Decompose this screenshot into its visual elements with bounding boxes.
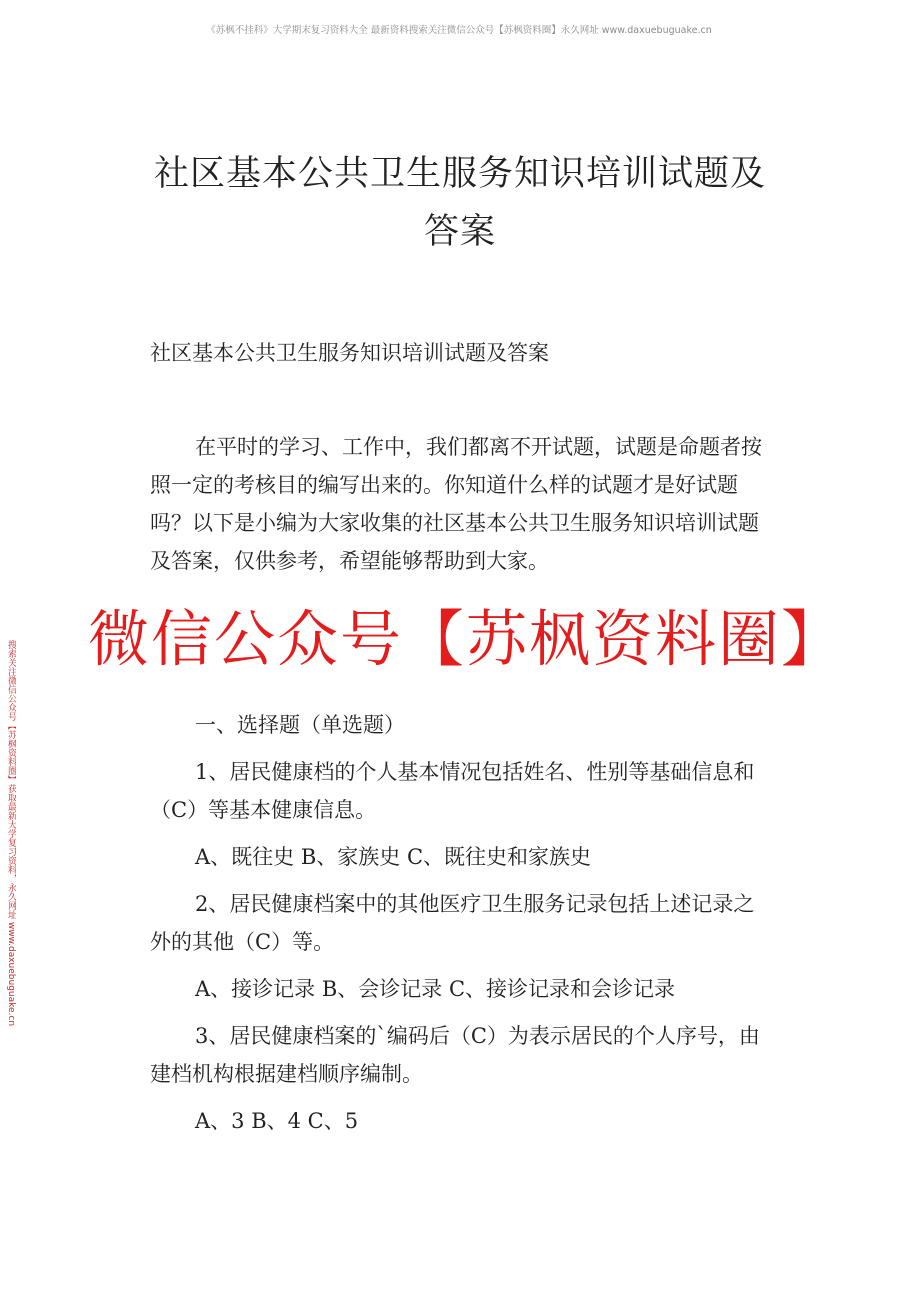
question-stem: 2、居民健康档案中的其他医疗卫生服务记录包括上述记录之外的其他（C）等。 (150, 892, 755, 954)
section-heading: 一、选择题（单选题） (195, 713, 405, 737)
question-options: A、3 B、4 C、5 (195, 1109, 359, 1133)
question-options: A、接诊记录 B、会诊记录 C、接诊记录和会诊记录 (195, 977, 676, 1001)
question-section (150, 706, 775, 1149)
watermark-banner: 微信公众号【苏枫资料圈】 (88, 604, 845, 675)
side-note: 搜索关注微信公众号【苏枫资料圈】获取最新大学复习资料，永久网址 www.daxuebuguake.cn (6, 640, 16, 1027)
intro-text: 在平时的学习、工作中，我们都离不开试题，试题是命题者按照一定的考核目的编写出来的。你知道什么样的试题才是好试题吗？以下是小编为大家收集的社区基本公共卫生服务知识培训试题及答案，仅供参考，希望能够帮助到大家。 (150, 435, 762, 573)
question-stem: 3、居民健康档案的`编码后（C）为表示居民的个人序号，由建档机构根据建档顺序编制。 (150, 1024, 760, 1086)
question-stem: 1、居民健康档的个人基本情况包括姓名、性别等基础信息和（C）等基本健康信息。 (150, 760, 755, 822)
document-subtitle: 社区基本公共卫生服务知识培训试题及答案 (150, 341, 549, 365)
header-note: 《苏枫不挂科》大学期末复习资料大全 最新资料搜索关注微信公众号【苏枫资料圈】永久网址 www.daxuebuguake.cn (206, 25, 712, 36)
question-options: A、既往史 B、家族史 C、既往史和家族史 (195, 845, 592, 869)
page-title: 社区基本公共卫生服务知识培训试题及答案 (153, 154, 766, 252)
intro-paragraph (150, 428, 775, 580)
